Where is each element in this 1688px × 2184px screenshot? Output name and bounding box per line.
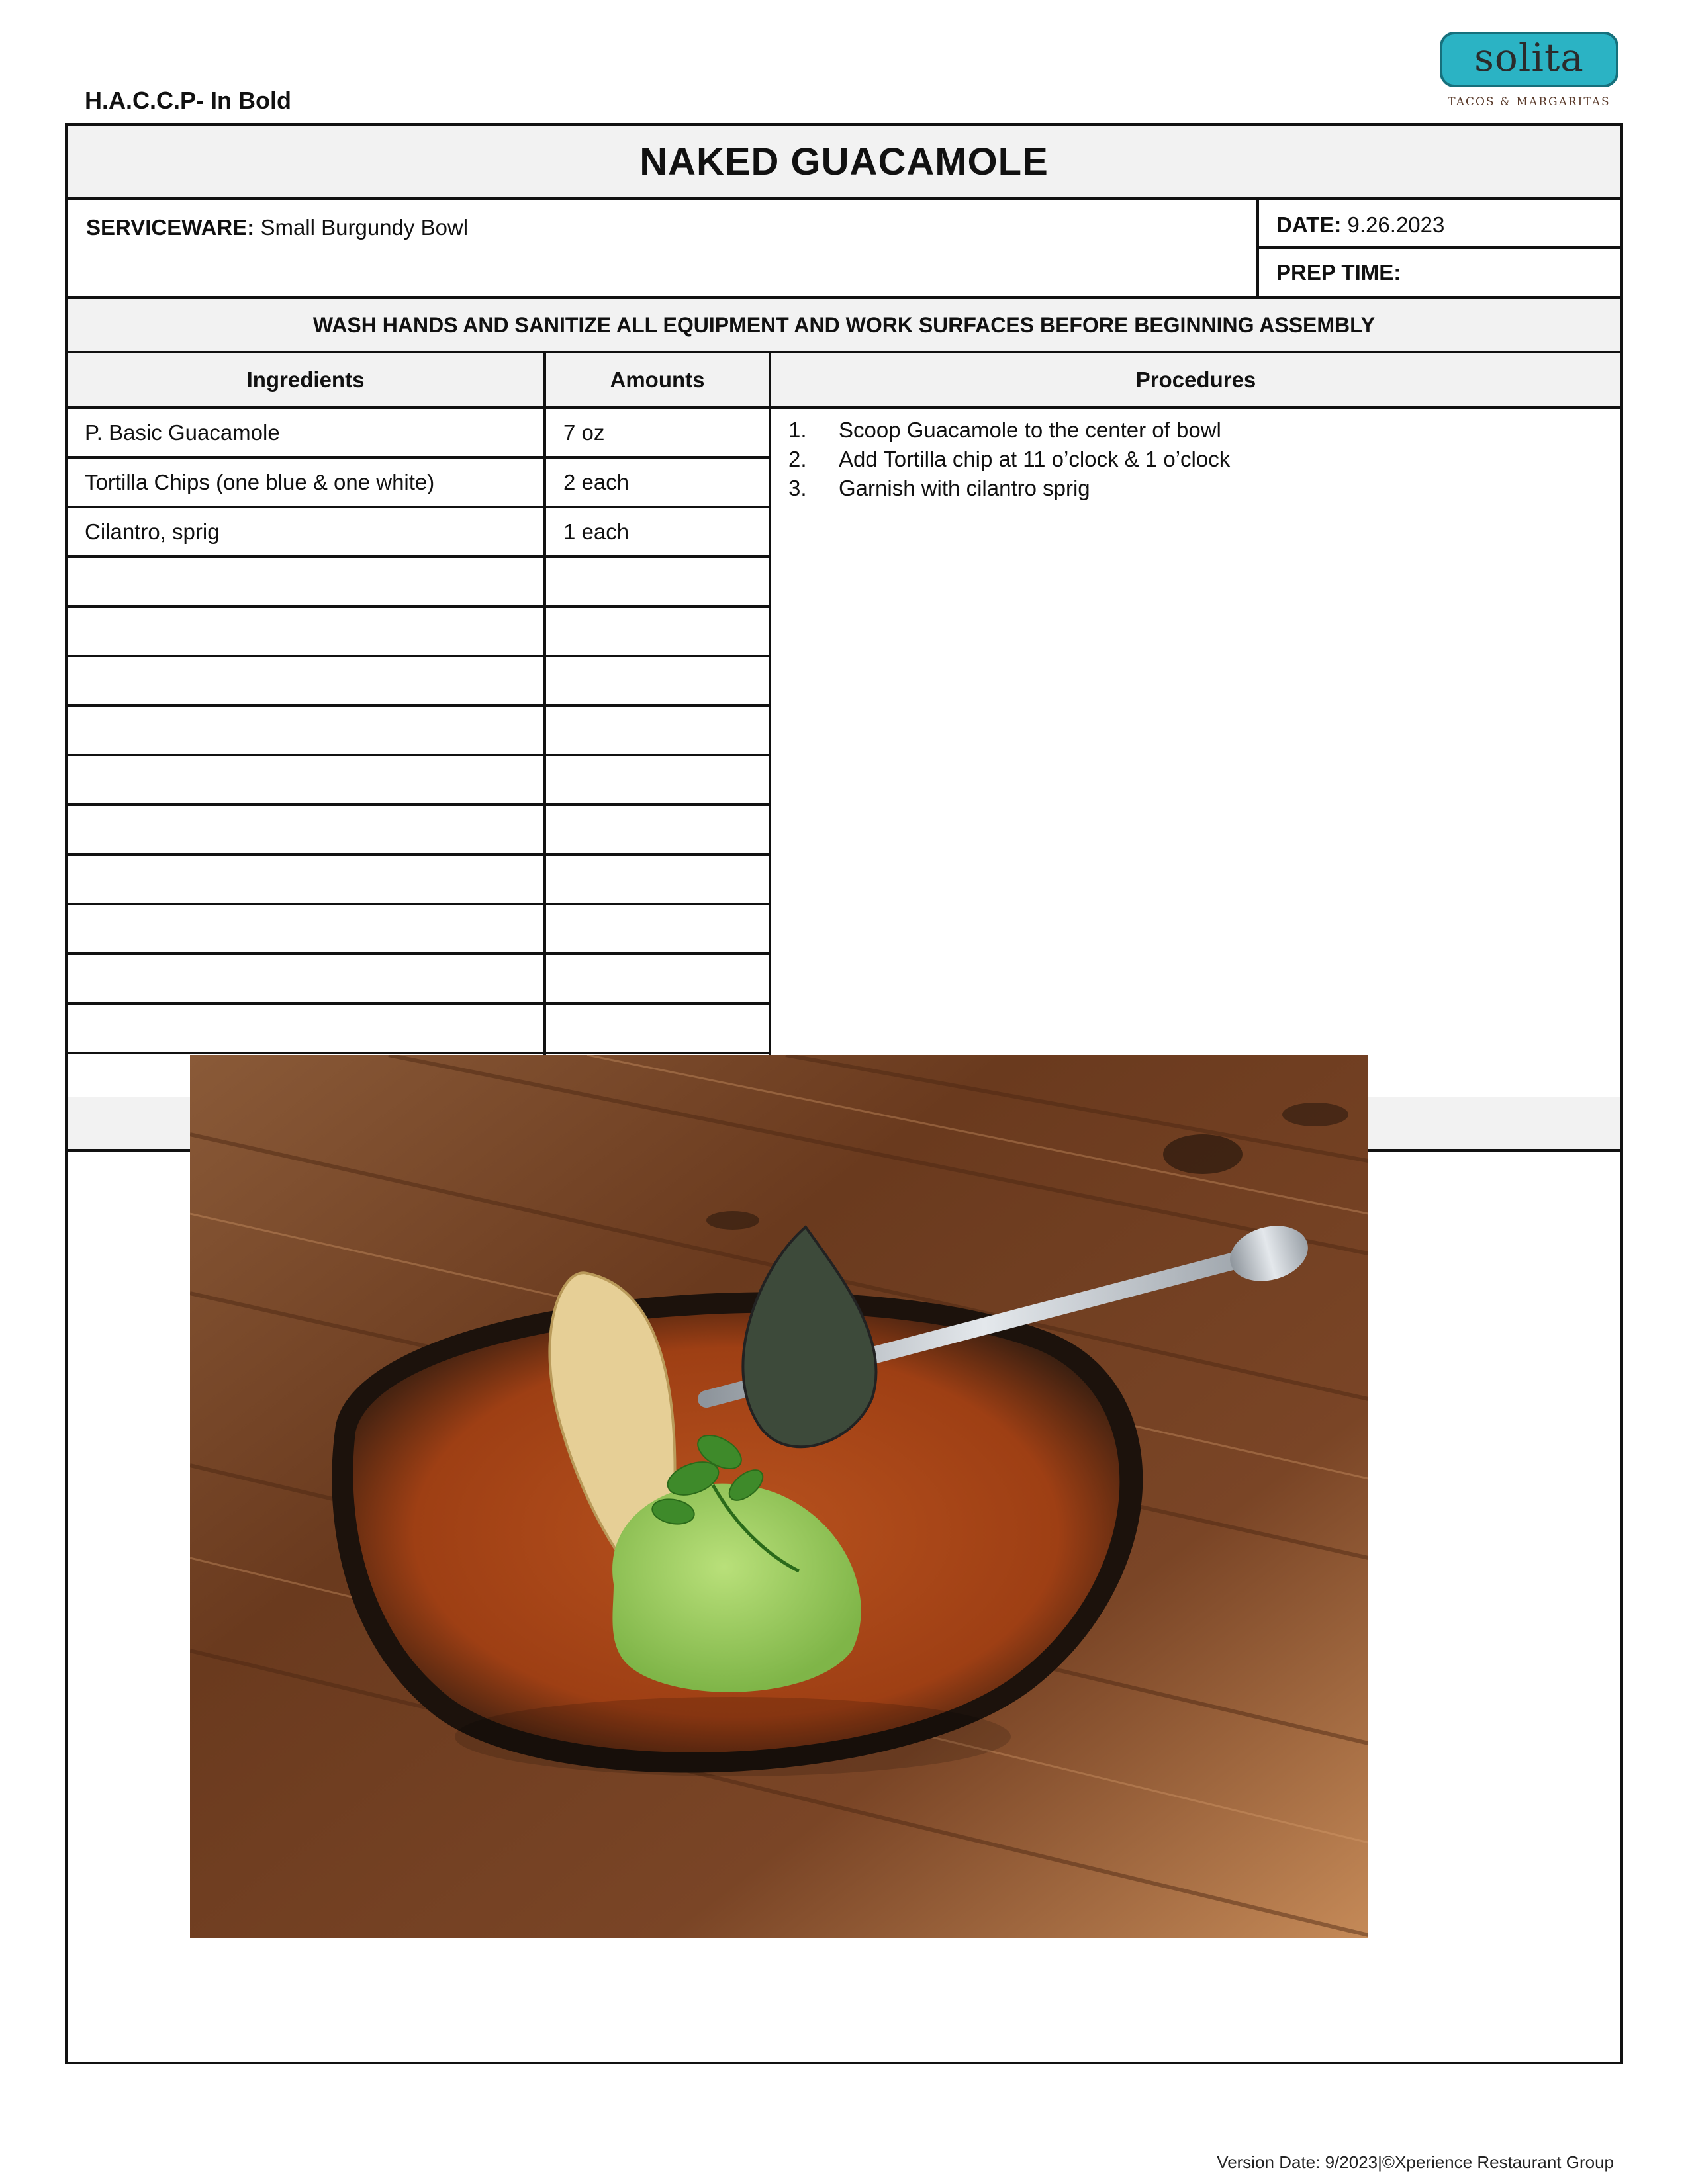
solita-logo xyxy=(1440,32,1618,114)
amount-cell xyxy=(545,656,770,705)
amount-cell xyxy=(545,606,770,656)
prep-time-label: PREP TIME: xyxy=(1276,260,1401,285)
ingredient-cell xyxy=(68,656,545,705)
amount-cell xyxy=(545,854,770,904)
logo-badge xyxy=(1440,32,1618,87)
amount-cell xyxy=(545,705,770,755)
logo-tagline: TACOS & MARGARITAS xyxy=(1448,95,1611,109)
amount-cell xyxy=(545,557,770,606)
dish-photo xyxy=(190,1055,1368,1938)
procedure-number: 3. xyxy=(788,476,807,500)
procedure-number: 2. xyxy=(788,447,807,471)
ingredient-cell xyxy=(68,606,545,656)
amount-cell: 2 each xyxy=(545,457,770,507)
info-row xyxy=(68,200,1620,299)
ingredient-cell xyxy=(68,705,545,755)
ingredient-cell: P. Basic Guacamole xyxy=(68,408,545,457)
date-value: 9.26.2023 xyxy=(1347,212,1445,237)
procedure-text: Garnish with cilantro sprig xyxy=(839,476,1090,500)
ingredient-row xyxy=(68,408,1620,457)
amount-cell xyxy=(545,805,770,854)
procedure-step xyxy=(788,445,1603,474)
wash-banner-text: WASH HANDS AND SANITIZE ALL EQUIPMENT AND WORK SURFACES BEFORE BEGINNING ASSEMBLY xyxy=(312,312,1376,337)
ingredient-cell xyxy=(68,557,545,606)
amount-cell: 7 oz xyxy=(545,408,770,457)
date-field xyxy=(1259,200,1620,249)
ingredient-cell: Tortilla Chips (one blue & one white) xyxy=(68,457,545,507)
serviceware-field xyxy=(86,214,468,241)
recipe-table-area xyxy=(68,353,1620,1097)
table-header-row xyxy=(68,353,1620,408)
ingredient-cell xyxy=(68,854,545,904)
ingredient-cell xyxy=(68,954,545,1003)
ingredient-cell xyxy=(68,904,545,954)
amount-cell xyxy=(545,904,770,954)
amount-cell: 1 each xyxy=(545,507,770,557)
serviceware-label: SERVICEWARE: xyxy=(86,215,255,240)
ingredient-cell: Cilantro, sprig xyxy=(68,507,545,557)
title-row xyxy=(68,126,1620,200)
procedure-step xyxy=(788,416,1603,445)
prep-time-field xyxy=(1259,249,1620,296)
ingredient-cell xyxy=(68,805,545,854)
ingredient-cell xyxy=(68,1003,545,1053)
procedures-list xyxy=(788,416,1603,503)
haccp-note: H.A.C.C.P- In Bold xyxy=(85,87,291,114)
recipe-table xyxy=(68,353,1620,1100)
wash-banner xyxy=(68,299,1620,353)
version-footer: Version Date: 9/2023|©Xperience Restaurant Group xyxy=(1217,2152,1614,2172)
ingredients-header: Ingredients xyxy=(68,353,545,408)
procedure-step xyxy=(788,474,1603,503)
date-label: DATE: xyxy=(1276,212,1342,237)
procedures-header: Procedures xyxy=(770,353,1620,408)
recipe-title: NAKED GUACAMOLE xyxy=(639,140,1049,183)
procedure-text: Scoop Guacamole to the center of bowl xyxy=(839,418,1221,442)
serviceware-value: Small Burgundy Bowl xyxy=(260,215,469,240)
procedure-text: Add Tortilla chip at 11 o’clock & 1 o’clock xyxy=(839,447,1231,471)
procedures-cell xyxy=(770,408,1620,1100)
amount-cell xyxy=(545,1003,770,1053)
procedure-number: 1. xyxy=(788,418,807,442)
amounts-header: Amounts xyxy=(545,353,770,408)
amount-cell xyxy=(545,755,770,805)
ingredient-cell xyxy=(68,755,545,805)
amount-cell xyxy=(545,954,770,1003)
logo-wordmark: solita xyxy=(1474,35,1584,80)
date-prep-cell xyxy=(1256,200,1620,296)
